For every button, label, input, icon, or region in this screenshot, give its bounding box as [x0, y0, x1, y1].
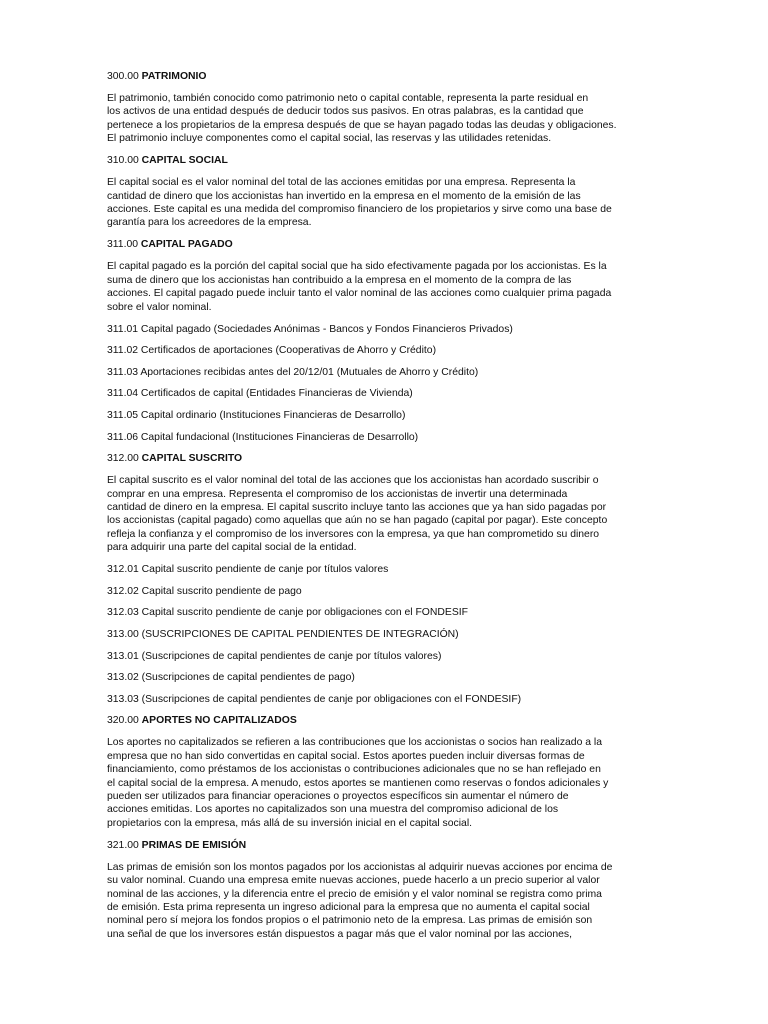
- paragraph-line: nominal de las acciones, y la diferencia entre el precio de emisión y el valor nominal se registra como prima: [107, 888, 602, 900]
- paragraph-line: El capital social es el valor nominal del total de las acciones emitidas por una empresa. Representa la: [107, 177, 576, 189]
- body-paragraph: [107, 861, 660, 941]
- account-item: 311.01 Capital pagado (Sociedades Anónimas - Bancos y Fondos Financieros Privados): [107, 323, 513, 335]
- account-item: 311.05 Capital ordinario (Instituciones Financieras de Desarrollo): [107, 410, 406, 422]
- section-title: APORTES NO CAPITALIZADOS: [141, 715, 297, 727]
- body-paragraph: [107, 260, 660, 314]
- account-item: 312.01 Capital suscrito pendiente de canje por títulos valores: [107, 564, 389, 576]
- account-item: 313.01 (Suscripciones de capital pendientes de canje por títulos valores): [107, 650, 442, 662]
- section-title: CAPITAL SOCIAL: [141, 155, 228, 167]
- paragraph-line: cantidad de dinero que los accionistas han invertido en la empresa en el momento de la emisión de las: [107, 190, 581, 202]
- paragraph-line: nominal pero sí mejora los fondos propios o el patrimonio neto de la empresa. Las primas de emisión son: [107, 915, 593, 927]
- paragraph-line: garantía para los acreedores de la empresa.: [107, 217, 312, 229]
- section-title: PRIMAS DE EMISIÓN: [141, 839, 247, 851]
- section-title: CAPITAL SUSCRITO: [141, 453, 243, 465]
- paragraph-line: refleja la confianza y el compromiso de los inversores con la empresa, ya que han comprometido su dinero: [107, 528, 600, 540]
- paragraph-line: pertenece a los propietarios de la empresa después de que se hayan pagado todas las deudas y obligaciones.: [107, 119, 617, 131]
- paragraph-line: su valor nominal. Cuando una empresa emite nuevas acciones, puede hacerlo a un precio superior al valor: [107, 875, 600, 887]
- account-item: 312.03 Capital suscrito pendiente de canje por obligaciones con el FONDESIF: [107, 607, 468, 619]
- section-heading: [107, 238, 660, 251]
- paragraph-line: los accionistas (capital pagado) como aquellas que aún no se han pagado (capital por pagar). Este concepto: [107, 515, 608, 527]
- paragraph-line: El patrimonio, también conocido como patrimonio neto o capital contable, representa la parte residual en: [107, 93, 589, 104]
- account-item: 311.04 Certificados de capital (Entidades Financieras de Vivienda): [107, 388, 413, 400]
- section-heading: [107, 714, 660, 727]
- section-number: 312.00: [107, 453, 139, 465]
- paragraph-line: El patrimonio incluye componentes como el capital social, las reservas y las utilidades retenidas.: [107, 133, 552, 145]
- account-item: 313.03 (Suscripciones de capital pendientes de canje por obligaciones con el FONDESIF): [107, 693, 522, 705]
- body-paragraph: [107, 736, 660, 830]
- account-item: 311.02 Certificados de aportaciones (Cooperativas de Ahorro y Crédito): [107, 345, 437, 357]
- paragraph-line: El capital pagado es la porción del capital social que ha sido efectivamente pagada por los accionistas. Es la: [107, 261, 607, 273]
- account-item: 311.03 Aportaciones recibidas antes del 20/12/01 (Mutuales de Ahorro y Crédito): [107, 366, 479, 378]
- paragraph-line: empresa que no han sido convertidas en capital social. Estos aportes pueden incluir diversas formas de: [107, 750, 585, 762]
- section-heading: [107, 452, 660, 465]
- body-paragraph: [107, 474, 660, 554]
- paragraph-line: El capital suscrito es el valor nominal del total de las acciones que los accionistas han acordado suscribir o: [107, 475, 599, 487]
- paragraph-line: pueden ser utilizados para financiar operaciones o proyectos específicos sin aumentar el número de: [107, 791, 569, 803]
- section-title: CAPITAL PAGADO: [140, 239, 233, 251]
- section-number: 300.00: [107, 71, 139, 82]
- paragraph-line: acciones. Este capital es una medida del compromiso financiero de los propietarios y sirve como una base de: [107, 204, 612, 216]
- section-number: 321.00: [107, 839, 139, 851]
- section-number: 310.00: [107, 155, 139, 167]
- paragraph-line: una señal de que los inversores están dispuestos a pagar más que el valor nominal por las acciones,: [107, 928, 572, 940]
- section-heading: [107, 154, 660, 167]
- document-page: [107, 70, 660, 950]
- section-number: 320.00: [107, 715, 139, 727]
- body-paragraph: [107, 92, 660, 146]
- section-heading: [107, 70, 660, 83]
- paragraph-line: comprar en una empresa. Representa el compromiso de los accionistas de invertir una determinada: [107, 488, 568, 500]
- paragraph-line: acciones emitidas. Los aportes no capitalizados son una muestra del compromiso adicional de los: [107, 804, 559, 816]
- section-heading: [107, 839, 660, 852]
- paragraph-line: acciones. El capital pagado puede incluir tanto el valor nominal de las acciones como cualquier prima pagada: [107, 288, 612, 300]
- paragraph-line: el capital social de la empresa. A menudo, estos aportes se mantienen como reservas o fondos adicionales y: [107, 777, 609, 789]
- account-item: 313.02 (Suscripciones de capital pendientes de pago): [107, 672, 355, 684]
- account-item: 312.02 Capital suscrito pendiente de pago: [107, 585, 302, 597]
- section-title: PATRIMONIO: [141, 71, 207, 82]
- paragraph-line: de emisión. Esta prima representa un ingreso adicional para la empresa que no aumenta el capital social: [107, 902, 590, 914]
- paragraph-line: los activos de una entidad después de deducir todos sus pasivos. En otras palabras, es la cantidad que: [107, 106, 584, 118]
- paragraph-line: Las primas de emisión son los montos pagados por los accionistas al adquirir nuevas acciones por encima de: [107, 861, 613, 873]
- paragraph-line: sobre el valor nominal.: [107, 301, 212, 313]
- paragraph-line: para adquirir una parte del capital social de la entidad.: [107, 542, 357, 554]
- account-item: 311.06 Capital fundacional (Instituciones Financieras de Desarrollo): [107, 431, 419, 443]
- paragraph-line: suma de dinero que los accionistas han contribuido a la empresa en el momento de la compra de las: [107, 274, 572, 286]
- paragraph-line: propietarios con la empresa, más allá de su inversión inicial en el capital social.: [107, 817, 473, 829]
- paragraph-line: cantidad de dinero en la empresa. El capital suscrito incluye tanto las acciones que ya han sido pagadas por: [107, 502, 607, 514]
- section-number: 311.00: [107, 239, 139, 251]
- paragraph-line: financiamiento, como préstamos de los accionistas o contribuciones adicionales que no se han reflejado en: [107, 764, 601, 776]
- body-paragraph: [107, 176, 660, 230]
- paragraph-line: Los aportes no capitalizados se refieren a las contribuciones que los accionistas o socios han realizado a la: [107, 737, 603, 749]
- account-item: 313.00 (SUSCRIPCIONES DE CAPITAL PENDIENTES DE INTEGRACIÓN): [107, 629, 459, 641]
